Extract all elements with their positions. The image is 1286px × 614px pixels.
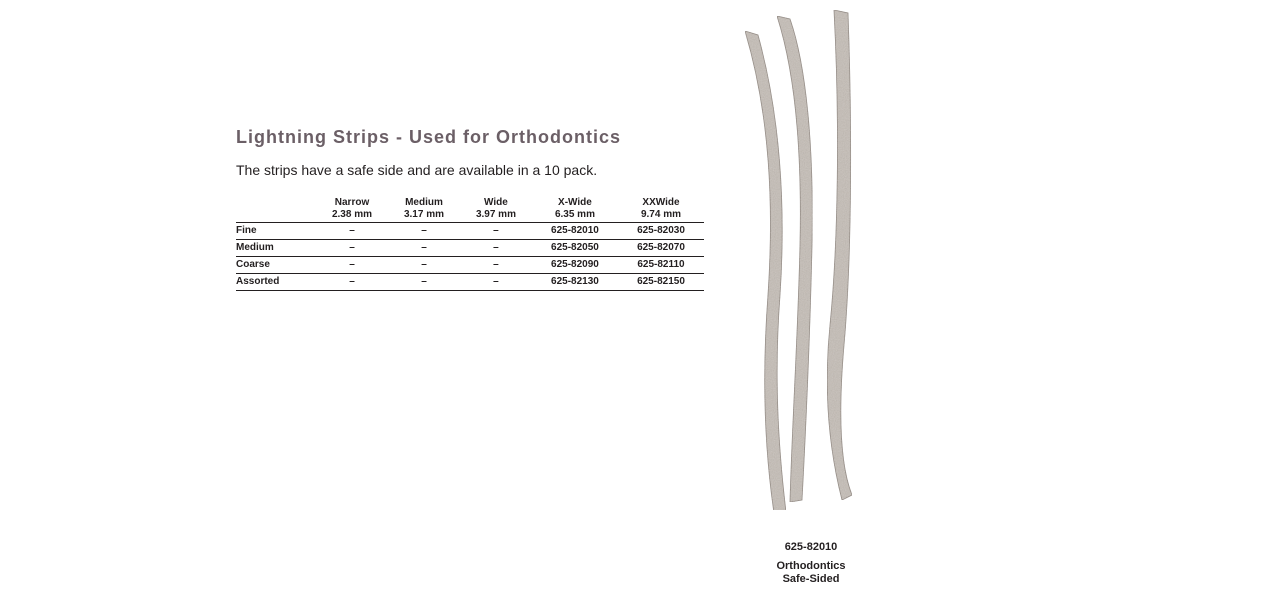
column-size: 3.17 mm xyxy=(403,209,444,220)
table-row xyxy=(236,257,704,274)
table-cell: – xyxy=(460,274,532,291)
table-cell: 625-82110 xyxy=(618,257,704,274)
table-cell: – xyxy=(388,223,460,240)
row-label: Fine xyxy=(236,223,316,240)
table-cell: – xyxy=(388,274,460,291)
column-header-narrow xyxy=(316,197,388,223)
table-cell: – xyxy=(388,240,460,257)
column-size: 2.38 mm xyxy=(331,209,372,220)
table-cell: – xyxy=(316,274,388,291)
table-cell: – xyxy=(316,240,388,257)
column-name: Wide xyxy=(484,197,508,208)
table-cell: 625-82070 xyxy=(618,240,704,257)
column-header-medium xyxy=(388,197,460,223)
table-row xyxy=(236,274,704,291)
table-cell: – xyxy=(460,257,532,274)
table-cell: – xyxy=(388,257,460,274)
description: The strips have a safe side and are available in a 10 pack. xyxy=(236,162,598,178)
table-row xyxy=(236,223,704,240)
table-cell: 625-82030 xyxy=(618,223,704,240)
strip-right xyxy=(827,10,852,500)
lightning-strips-image xyxy=(740,5,860,510)
row-label: Assorted xyxy=(236,274,316,291)
caption-line-1: Orthodontics xyxy=(776,560,846,572)
image-caption xyxy=(760,541,862,586)
table-cell: 625-82150 xyxy=(618,274,704,291)
row-label: Medium xyxy=(236,240,316,257)
table-cell: – xyxy=(460,240,532,257)
table-corner-header xyxy=(236,197,316,223)
column-size: 9.74 mm xyxy=(640,209,681,220)
column-name: Medium xyxy=(405,197,443,208)
product-table xyxy=(236,197,704,291)
row-label: Coarse xyxy=(236,257,316,274)
table-cell: 625-82010 xyxy=(532,223,618,240)
column-size: 6.35 mm xyxy=(554,209,595,220)
column-name: XXWide xyxy=(642,197,680,208)
column-header-xx-wide xyxy=(618,197,704,223)
column-header-wide xyxy=(460,197,532,223)
table-row xyxy=(236,240,704,257)
column-name: X-Wide xyxy=(558,197,592,208)
table-header-row xyxy=(236,197,704,223)
page-title: Lightning Strips - Used for Orthodontics xyxy=(236,127,621,147)
table-cell: 625-82130 xyxy=(532,274,618,291)
column-name: Narrow xyxy=(334,197,370,208)
table-cell: – xyxy=(316,223,388,240)
table-cell: 625-82090 xyxy=(532,257,618,274)
strip-middle xyxy=(777,16,812,502)
caption-line-2: Safe-Sided xyxy=(782,573,840,585)
strip-left xyxy=(745,31,786,510)
table-cell: 625-82050 xyxy=(532,240,618,257)
table-cell: – xyxy=(460,223,532,240)
column-header-x-wide xyxy=(532,197,618,223)
table-cell: – xyxy=(316,257,388,274)
caption-product-code: 625-82010 xyxy=(784,541,838,553)
column-size: 3.97 mm xyxy=(475,209,516,220)
